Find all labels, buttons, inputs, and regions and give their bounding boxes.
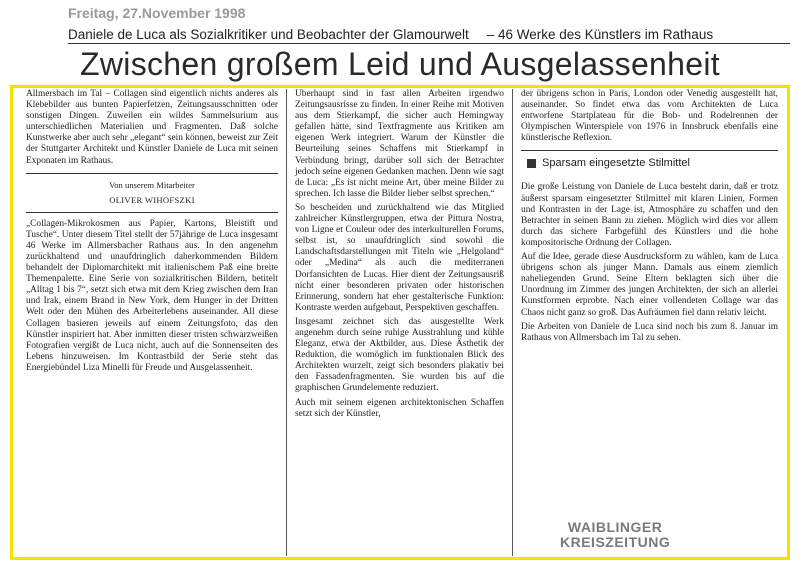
subheadline-main: Daniele de Luca als Sozialkritiker und Beobachter der Glamourwelt [68, 27, 469, 42]
column-3 [512, 89, 786, 556]
subheadline-secondary: – 46 Werke des Künstlers im Rathaus [486, 27, 714, 42]
body-paragraph: Auf die Idee, gerade diese Ausdrucksform zu wählen, kam de Luca übrigens schon als junger Mann. Damals aus einem ziemlich naheliegenden Grund. Seine Eltern beklagten sich über die Unordnung im Zimmer des jungen Architekten, der sich an allerlei Kunstformen erprobte. Nach einer vollendeten Collage war das Chaos nicht ganz so groß. Das Aufräumen fiel dann relativ leicht. [521, 252, 778, 318]
newspaper-name-line2: KREISZEITUNG [560, 534, 671, 550]
square-bullet-icon [527, 159, 536, 168]
column-1 [14, 89, 286, 556]
body-paragraph: Die große Leistung von Daniele de Luca besteht darin, daß er trotz äußerst sparsam eingesetzter Stilmittel mit klaren Linien, Formen und Kontrasten in der Lage ist, Atmosphäre zu schaffen und den Betrachter in seinen Bann zu ziehen. Möglich wird dies vor allem durch das sichere Farbgefühl des Künstlers und die hohe kompositorische Ordnung der Collagen. [521, 182, 778, 248]
column-2 [286, 89, 512, 556]
body-paragraph: Die Arbeiten von Daniele de Luca sind noch bis zum 8. Januar im Rathaus von Allmersbach im Tal zu sehen. [521, 321, 778, 343]
article-body [14, 89, 786, 556]
divider [26, 212, 278, 213]
body-paragraph: „Collagen-Mikrokosmen aus Papier, Kartons, Bleistift und Tusche“. Unter diesem Titel stellt der 57jährige de Luca insgesamt 46 Werke im Allmersbacher Rathaus aus. In den angenehm zurückhaltend und unaufdringlich daherkommenden Bildern behandelt der Diplomarchitekt mit italienischem Paß eine breite Themenpalette. Eine Serie von sozialkritischen Bildern, betitelt „Alltag 1 bis 7“, setzt sich etwa mit dem Krieg zwischen dem Iran und Irak, einem Brand in New York, dem Hunger in der Dritten Welt oder den Mühen des Arbeiterlebens auseinander. All diese Collagen basieren jeweils auf einem Zeitungsfoto, das den Künstler inspiriert hat. Aber inmitten dieser tristen schwarzweißen Fotografien vergißt de Luca nicht, auch auf die Sonnenseiten des Lebens hinzuweisen. Im Kontrastbild der Serie steht das Energiebündel Liza Minelli für Freude und Ausgelassenheit. [26, 218, 278, 373]
body-paragraph: Auch mit seinem eigenen architektonischen Schaffen setzt sich der Künstler, [295, 397, 504, 419]
newspaper-name-line1: WAIBLINGER [567, 519, 663, 535]
lead-paragraph: Allmersbach im Tal – Collagen sind eigentlich nichts anderes als Klebebilder aus bunten Papierfetzen, Zeitungsausschnitten oder sonstigen Dingen. Zuweilen ein wildes Sammelsurium aus unterschiedlichen Materialien und Fragmenten. Daß solche Kunstwerke aber auch sehr „elegant“ sein können, beweist zur Zeit der Stuttgarter Architekt und Künstler Daniele de Luca mit seinen Exponaten im Rathaus. [26, 89, 278, 166]
section-subheading [527, 157, 778, 170]
byline-label: Von unserem Mitarbeiter [109, 179, 195, 190]
section-subheading-text: Sparsam eingesetzte Stilmittel [542, 157, 690, 170]
divider [26, 173, 278, 174]
article-headline: Zwischen großem Leid und Ausgelassenheit [80, 46, 720, 82]
byline-author: OLIVER WIHOFSZKI [109, 194, 195, 205]
publication-date: Freitag, 27.November 1998 [68, 5, 246, 21]
body-paragraph: Überhaupt sind in fast allen Arbeiten irgendwo Zeitungsausrisse zu finden. In einer Reihe mit Motiven aus dem Stierkampf, die sicher auch Hemingway gefallen hätte, sind Textfragmente aus Kritiken am eigenen Werk integriert. Warum der Künstler die Beurteilung seines Schaffens mit Stierkampf in Verbindung bringt, darüber soll sich der Betrachter jedoch seine eigenen Gedanken machen. Denn wie sagt de Luca: „Es ist nicht meine Art, über meine Bilder zu sprechen. Ich lasse die Bilder lieber selbst sprechen.“ [295, 89, 504, 199]
article-subheadline [68, 27, 790, 44]
body-paragraph: der übrigens schon in Paris, London oder Venedig ausgestellt hat, auseinander. So findet etwa das vom Architekten de Luca entworfene Startplateau für die Bob- und Rodelrennen der Olympischen Winterspiele von 1976 in Innsbruck ebenfalls eine künstlerische Reflexion. [521, 89, 778, 144]
body-paragraph: So bescheiden und zurückhaltend wie das Mitglied zahlreicher Künstlergruppen, etwa der Pittura Nostra, von Ligne et Couleur oder des interkulturellen Forums, selbst ist, so unaufdringlich sind sowohl die Landschaftsdarstellungen mit Titeln wie „Helgoland“ oder „Medina“ als auch die mediterranen Dorfansichten de Lucas. Hier dient der Zeitungsausriß nicht einer besonderen privaten oder historischen Erinnerung, sondern hat eher gestalterische Funktion: Kontraste werden aufgebaut, Perspektiven geschaffen. [295, 202, 504, 313]
newspaper-name [560, 520, 670, 550]
divider [521, 150, 778, 151]
body-paragraph: Insgesamt zeichnet sich das ausgestellte Werk angenehm durch seine ruhige Ausstrahlung und kühle Eleganz, etwa der Aktbilder, aus. Diese Ästhetik der Reduktion, die womöglich im funktionalen Blick des Architekten wurzelt, zeigt sich besonders plakativ bei den Fassadenfragmenten. Sie wurden bis auf die graphischen Grundelemente reduziert. [295, 316, 504, 394]
